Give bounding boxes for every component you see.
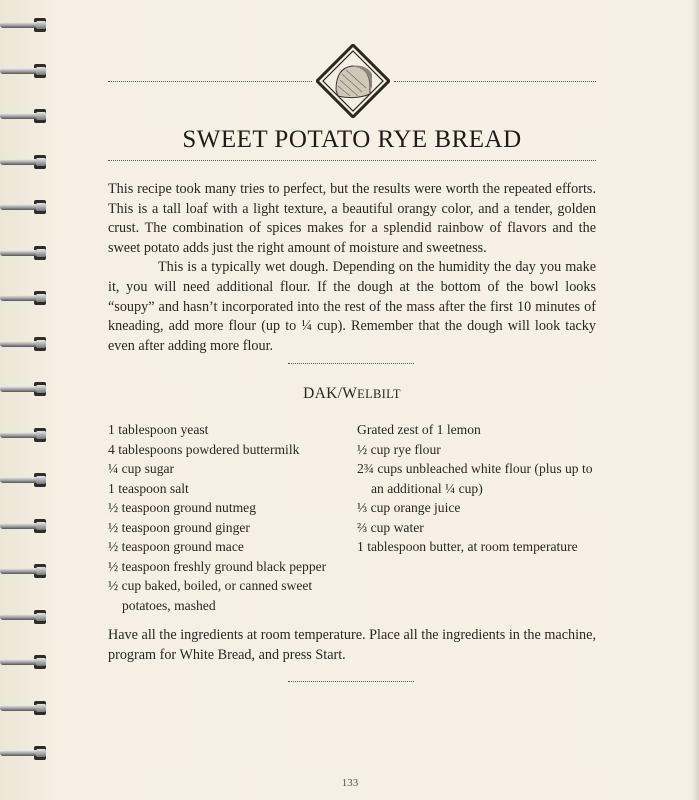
spiral-ring — [0, 64, 50, 78]
ingredient-item: ½ teaspoon freshly ground black pepper — [108, 558, 327, 574]
title-rule — [108, 160, 596, 161]
ingredient-item: Grated zest of 1 lemon — [357, 422, 481, 437]
method-text: Have all the ingredients at room temperature. Place all the ingredients in the machine, program for White Bread, and press Start. — [108, 627, 596, 663]
spiral-ring — [0, 701, 50, 715]
ingredients-right-column — [357, 420, 597, 557]
ingredient-item: 2¾ cups unbleached white flour (plus up to an additional ¼ cup) — [357, 461, 593, 496]
header-rule-right — [394, 81, 596, 82]
ingredient-item: ⅓ cup orange juice — [357, 500, 461, 515]
intro-paragraph-2: This is a typically wet dough. Depending on the humidity the day you make it, you will need additional flour. If the dough at the bottom of the bowl looks “soupy” and hasn’t incorporated into the rest of the mass after the first 10 minutes of kneading, add more flour (up to ¼ cup). Remember that the dough will look tacky even after adding more flour. — [108, 259, 596, 354]
ingredients-left-column — [108, 420, 348, 615]
ingredient-item: ½ cup rye flour — [357, 441, 441, 457]
spiral-ring — [0, 246, 50, 260]
ingredient-item: ½ teaspoon ground nutmeg — [108, 500, 256, 515]
spiral-ring — [0, 155, 50, 169]
ingredient-item: 4 tablespoons powdered buttermilk — [108, 441, 300, 457]
ingredient-item: ½ cup baked, boiled, or canned sweet potatoes, mashed — [108, 578, 313, 613]
machine-heading: DAK/WELBILT — [303, 385, 401, 402]
spiral-ring — [0, 428, 50, 442]
ingredient-item: 1 tablespoon yeast — [108, 422, 209, 437]
ingredient-item: 1 tablespoon butter, at room temperature — [357, 539, 578, 554]
spiral-ring — [0, 109, 50, 123]
spiral-ring — [0, 200, 50, 214]
header-rule-left — [108, 81, 312, 82]
spiral-ring — [0, 18, 50, 32]
recipe-title: SWEET POTATO RYE BREAD — [182, 126, 522, 153]
ingredient-item: ¼ cup sugar — [108, 461, 175, 476]
spiral-binding — [0, 18, 56, 798]
end-divider — [288, 681, 414, 682]
recipe-introduction — [108, 180, 596, 356]
spiral-ring — [0, 655, 50, 669]
spiral-ring — [0, 382, 50, 396]
ingredient-item: 1 teaspoon salt — [108, 480, 189, 496]
spiral-ring — [0, 610, 50, 624]
spiral-ring — [0, 291, 50, 305]
ingredient-item: ½ teaspoon ground mace — [108, 539, 244, 554]
spiral-ring — [0, 337, 50, 351]
spiral-ring — [0, 519, 50, 533]
spiral-ring — [0, 564, 50, 578]
ingredient-item: ⅔ cup water — [357, 519, 424, 535]
ingredient-item: ½ teaspoon ground ginger — [108, 519, 250, 535]
bread-loaf-diamond-icon — [316, 44, 390, 118]
section-divider — [288, 363, 414, 364]
spiral-ring — [0, 473, 50, 487]
page-number: 133 — [341, 777, 359, 789]
intro-paragraph-1: This recipe took many tries to perfect, but the results were worth the repeated efforts. This is a tall loaf with a light texture, a beautiful orangy color, and a tender, golden crust. The combination of spices makes for a splendid rainbow of flavors and the sweet potato adds just the right amount of moisture and sweetness. — [108, 181, 596, 256]
page-edge-shadow — [691, 0, 699, 800]
spiral-ring — [0, 746, 50, 760]
